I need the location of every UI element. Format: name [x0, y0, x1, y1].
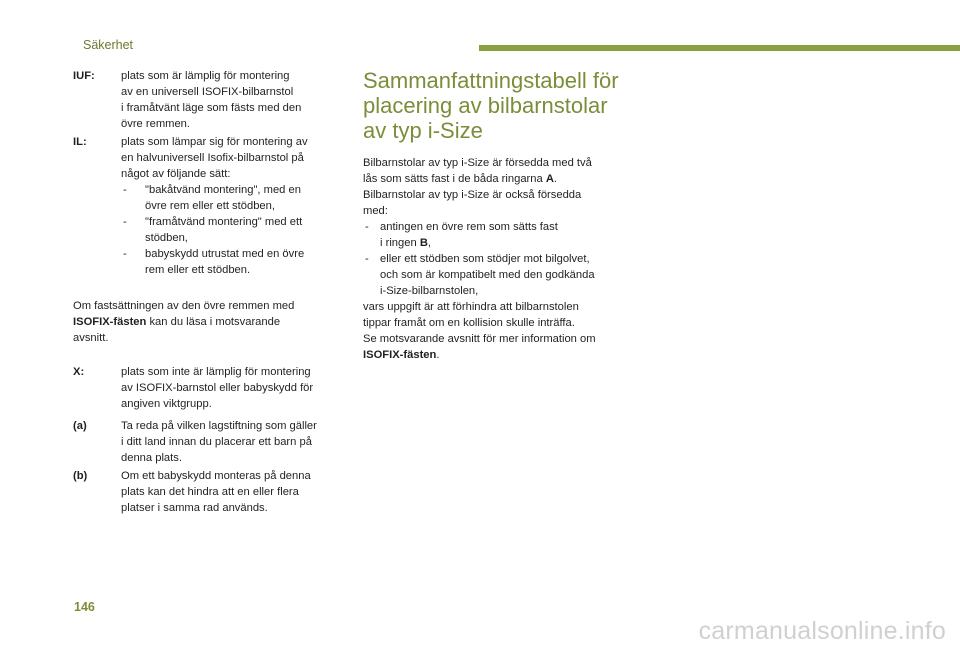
text-line: - "bakåtvänd montering", med en: [145, 184, 301, 196]
definition-x: [73, 364, 343, 412]
section-heading: [363, 68, 633, 143]
watermark: carmanualsonline.info: [698, 617, 946, 645]
text-line: Bilbarnstolar av typ i-Size är också försedda: [363, 189, 582, 201]
text-line: en halvuniversell Isofix-bilbarnstol på: [121, 152, 304, 164]
footnote-a: [73, 418, 343, 466]
left-column: [73, 68, 343, 518]
text-line: Om ett babyskydd monteras på denna: [121, 470, 311, 482]
definition-description: [121, 134, 343, 278]
isize-equipment-list: [363, 219, 633, 299]
list-item: [121, 214, 343, 246]
text-line: platser i samma rad används.: [121, 502, 268, 514]
isize-outro: [363, 299, 633, 363]
text-line: - babyskydd utrustat med en övre: [145, 248, 305, 260]
definition-term: IL:: [73, 136, 87, 148]
text-line: med:: [363, 205, 388, 217]
definition-term: X:: [73, 366, 85, 378]
text-line: plats som är lämplig för montering: [121, 70, 290, 82]
text-fragment: lås som sätts fast i de båda ringarna: [363, 173, 546, 185]
upper-strap-note: [73, 298, 343, 346]
text-line: - eller ett stödben som stödjer mot bilgolvet,: [380, 253, 590, 265]
text-line: [380, 235, 633, 251]
definition-iuf: [73, 68, 343, 132]
heading-line: placering av bilbarnstolar: [363, 93, 608, 118]
text-line: plats som lämpar sig för montering av: [121, 136, 308, 148]
mounting-options-list: [121, 182, 343, 278]
text-line: övre rem eller ett stödben,: [145, 200, 275, 212]
text-line: och som är kompatibelt med den godkända: [380, 269, 595, 281]
text-line: i ditt land innan du placerar ett barn på: [121, 436, 312, 448]
text-fragment: .: [553, 173, 558, 185]
definition-description: [121, 418, 343, 466]
heading-line: Sammanfattningstabell för: [363, 68, 619, 93]
section-title: Säkerhet: [83, 38, 134, 52]
text-line: tippar framåt om en kollision skulle inträffa.: [363, 317, 575, 329]
text-line: Ta reda på vilken lagstiftning som gäller: [121, 420, 317, 432]
text-line: plats kan det hindra att en eller flera: [121, 486, 299, 498]
text-fragment: .: [436, 349, 440, 361]
right-column: [363, 68, 633, 363]
definition-il: [73, 134, 343, 278]
text-line: Se motsvarande avsnitt för mer information om: [363, 333, 596, 345]
text-line: av ISOFIX-barnstol eller babyskydd för: [121, 382, 314, 394]
text-line: vars uppgift är att förhindra att bilbarnstolen: [363, 301, 579, 313]
text-line: stödben,: [145, 232, 188, 244]
list-item: [121, 182, 343, 214]
text-line: Om fastsättningen av den övre remmen med: [73, 300, 295, 312]
definition-term: (a): [73, 420, 87, 432]
heading-line: av typ i-Size: [363, 118, 483, 143]
text-line: i-Size-bilbarnstolen,: [380, 285, 479, 297]
list-item: [363, 219, 633, 251]
text-line: - "framåtvänd montering" med ett: [145, 216, 303, 228]
definition-term: (b): [73, 470, 88, 482]
list-item: [363, 251, 633, 299]
ring-b-label: B: [419, 237, 428, 249]
text-line: något av följande sätt:: [121, 168, 231, 180]
text-line: övre remmen.: [121, 118, 191, 130]
ring-a-label: A: [545, 173, 554, 185]
page-number: 146: [74, 600, 95, 614]
text-line: av en universell ISOFIX-bilbarnstol: [121, 86, 294, 98]
text-fragment: i ringen: [380, 237, 420, 249]
isofix-reference: ISOFIX-fästen: [363, 349, 437, 361]
text-line: angiven viktgrupp.: [121, 398, 212, 410]
text-line: denna plats.: [121, 452, 182, 464]
definition-description: [121, 468, 343, 516]
text-fragment: kan du läsa i motsvarande: [146, 316, 281, 328]
isize-intro: [363, 155, 633, 219]
definition-description: [121, 68, 343, 132]
text-line: avsnitt.: [73, 332, 109, 344]
text-fragment: ,: [427, 237, 432, 249]
section-accent-bar: [479, 45, 960, 51]
text-line: i framåtvänt läge som fästs med den: [121, 102, 302, 114]
text-line: Bilbarnstolar av typ i-Size är försedda med två: [363, 157, 592, 169]
isofix-reference: ISOFIX-fästen: [73, 316, 147, 328]
text-line: - antingen en övre rem som sätts fast: [380, 221, 558, 233]
text-line: rem eller ett stödben.: [145, 264, 251, 276]
footnote-b: [73, 468, 343, 516]
definition-term: IUF:: [73, 70, 95, 82]
definition-description: [121, 364, 343, 412]
list-item: [121, 246, 343, 278]
text-line: plats som inte är lämplig för montering: [121, 366, 311, 378]
